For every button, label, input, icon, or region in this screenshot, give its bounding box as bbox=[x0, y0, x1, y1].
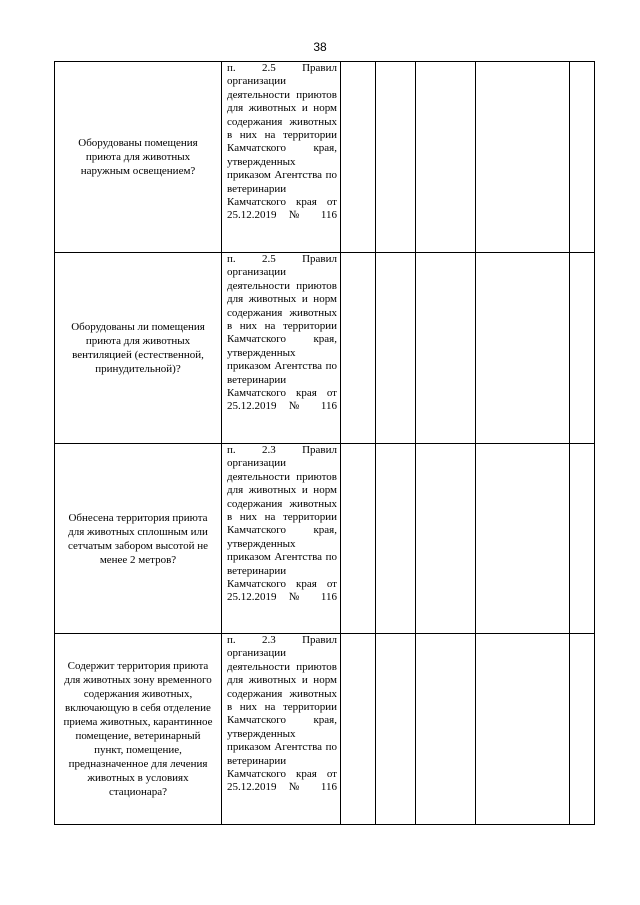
extra-cell[interactable] bbox=[570, 634, 595, 825]
reference-text: п. 2.3 Правил организации деятельности приютов для животных и норм содержания животных в них на территории Камчатского края, утвержденных приказом Агентства по ветеринарии Камчатского края от 25.12.2019 № 116 bbox=[227, 444, 337, 604]
question-cell: Содержит территория приюта для животных зону временного содержания животных, включающую в себя отделение приема животных, карантинное помещение, ветеринарный пункт, помещение, предназначенное для лечения животных в условиях стационара? bbox=[55, 634, 222, 825]
question-cell: Оборудованы ли помещения приюта для животных вентиляцией (естественной, принудительной)? bbox=[55, 253, 222, 444]
table-row bbox=[55, 634, 595, 825]
question-cell: Оборудованы помещения приюта для животных наружным освещением? bbox=[55, 62, 222, 253]
answer-cell-yes[interactable] bbox=[341, 444, 376, 634]
notes-cell[interactable] bbox=[476, 62, 570, 253]
answer-cell-no[interactable] bbox=[376, 62, 416, 253]
answer-cell-na[interactable] bbox=[416, 444, 476, 634]
answer-cell-no[interactable] bbox=[376, 634, 416, 825]
table-row bbox=[55, 253, 595, 444]
answer-cell-no[interactable] bbox=[376, 444, 416, 634]
reference-text: п. 2.3 Правил организации деятельности приютов для животных и норм содержания животных в них на территории Камчатского края, утвержденных приказом Агентства по ветеринарии Камчатского края от 25.12.2019 № 116 bbox=[227, 634, 337, 794]
table-row bbox=[55, 444, 595, 634]
reference-text: п. 2.5 Правил организации деятельности приютов для животных и норм содержания животных в них на территории Камчатского края, утвержденных приказом Агентства по ветеринарии Камчатского края от 25.12.2019 № 116 bbox=[227, 253, 337, 413]
reference-cell bbox=[222, 62, 341, 253]
notes-cell[interactable] bbox=[476, 634, 570, 825]
answer-cell-yes[interactable] bbox=[341, 634, 376, 825]
reference-cell bbox=[222, 444, 341, 634]
notes-cell[interactable] bbox=[476, 253, 570, 444]
extra-cell[interactable] bbox=[570, 444, 595, 634]
reference-cell bbox=[222, 634, 341, 825]
answer-cell-yes[interactable] bbox=[341, 62, 376, 253]
answer-cell-na[interactable] bbox=[416, 253, 476, 444]
answer-cell-no[interactable] bbox=[376, 253, 416, 444]
reference-cell bbox=[222, 253, 341, 444]
extra-cell[interactable] bbox=[570, 62, 595, 253]
table-row bbox=[55, 62, 595, 253]
question-cell: Обнесена территория приюта для животных сплошным или сетчатым забором высотой не менее 2 метров? bbox=[55, 444, 222, 634]
answer-cell-yes[interactable] bbox=[341, 253, 376, 444]
checklist-table bbox=[54, 61, 595, 825]
answer-cell-na[interactable] bbox=[416, 62, 476, 253]
page-number: 38 bbox=[313, 40, 327, 54]
reference-text: п. 2.5 Правил организации деятельности приютов для животных и норм содержания животных в них на территории Камчатского края, утвержденных приказом Агентства по ветеринарии Камчатского края от 25.12.2019 № 116 bbox=[227, 62, 337, 222]
extra-cell[interactable] bbox=[570, 253, 595, 444]
answer-cell-na[interactable] bbox=[416, 634, 476, 825]
notes-cell[interactable] bbox=[476, 444, 570, 634]
